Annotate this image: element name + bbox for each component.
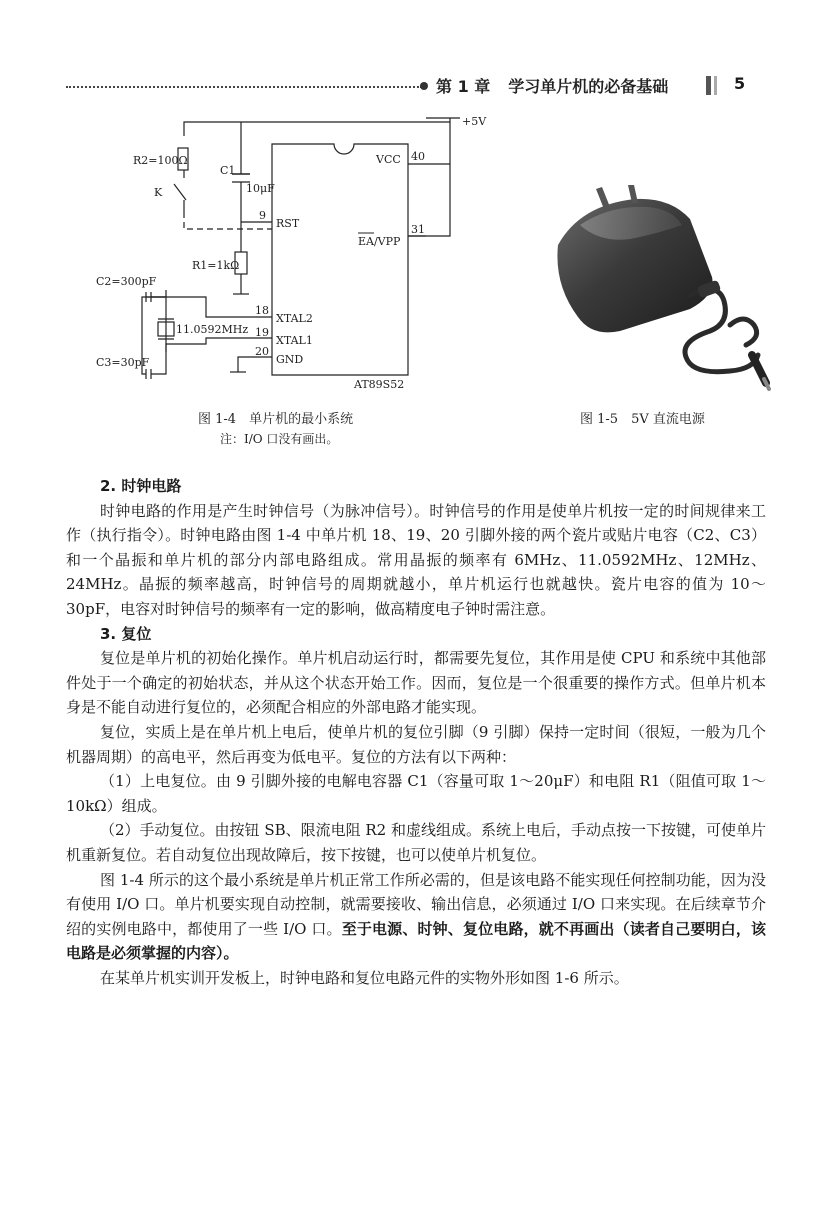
label-c1: C1 (220, 164, 236, 177)
figure-1-4-caption: 图 1-4 单片机的最小系统 (198, 412, 354, 427)
c3-plates (146, 369, 151, 379)
paragraph-clock: 时钟电路的作用是产生时钟信号（为脉冲信号）。时钟信号的作用是使单片机按一定的时间规律来工作（执行指令）。时钟电路由图 1-4 中单片机 18、19、20 引脚外接的两个瓷片或贴片电容（C2、C3）和一个晶振和单片机的部分内部电路组成。常用晶振的频率有 6MHz、11.0592MHz、12MHz、24MHz。晶振的频率越高，时钟信号的周期就越小，单片机运行也就越快。瓷片电容的值为 10～30pF，电容对时钟信号的频率有一定的影响，做高精度电子钟时需注意。 (66, 501, 766, 618)
paragraph-power-on-reset: （1）上电复位。由 9 引脚外接的电解电容器 C1（容量可取 1～20μF）和电阻 R1（阻值可取 1～10kΩ）组成。 (66, 772, 766, 815)
chapter-name: 学习单片机的必备基础 (508, 77, 669, 96)
circuit-diagram (96, 112, 487, 402)
paragraph-reset-principle: 复位，实质上是在单片机上电后，使单片机的复位引脚（9 引脚）保持一定时间（很短，一般为几个机器周期）的高电平，然后再变为低电平。复位的方法有以下两种： (66, 722, 766, 766)
label-pin-xtal2-num: 18 (255, 304, 269, 317)
gnd-wire (238, 357, 272, 372)
label-c3: C3=30pF (96, 356, 150, 369)
label-pin-gnd: GND (276, 353, 304, 366)
label-pin-rst-num: 9 (259, 209, 266, 222)
body-text (66, 474, 766, 990)
label-pin-gnd-num: 20 (255, 345, 269, 358)
paragraph-minimal-system-normal: 图 1-4 所示的这个最小系统是单片机正常工作所必需的，但是该电路不能实现任何控制功能，因为没有使用 I/O 口。单片机要实现自动控制，就需要接收、输出信息，必须通过 I/O 口来实现。在后续章节介绍的实例电路中，都使用了一些 I/O 口。 (66, 870, 766, 938)
chapter-title (436, 74, 668, 97)
figure-1-4-note: 注：I/O 口没有画出。 (220, 432, 339, 446)
figure-1-5-power-adapter (540, 185, 770, 390)
paragraph-minimal-system-bold: 至于电源、时钟、复位电路，就不再画出（读者自己要明白，该电路是必须掌握的内容）。 (66, 919, 766, 963)
label-pin-xtal2: XTAL2 (276, 312, 313, 325)
section-heading-clock: 2. 时钟电路 (100, 477, 182, 495)
running-header (66, 74, 766, 100)
label-pin-ea: EA/VPP (358, 235, 401, 248)
page-number: 5 (734, 74, 746, 93)
label-chip: AT89S52 (354, 378, 405, 391)
k-switch (174, 184, 186, 200)
chapter-number: 第 1 章 (436, 77, 491, 96)
section-heading-reset: 3. 复位 (100, 624, 152, 643)
label-pin-ea-num: 31 (411, 223, 425, 236)
label-c1-value: 10μF (246, 182, 275, 195)
supply-rail (408, 118, 460, 236)
label-pin-rst: RST (276, 217, 300, 230)
label-pin-xtal1-num: 19 (255, 326, 269, 339)
paragraph-minimal-system (66, 868, 766, 966)
circuit-labels (96, 115, 487, 391)
label-r2: R2=100Ω (133, 154, 188, 167)
figure-1-5-caption: 图 1-5 5V 直流电源 (580, 412, 705, 427)
paragraph-manual-reset: （2）手动复位。由按钮 SB、限流电阻 R2 和虚线组成。系统上电后，手动点按一下按键，可使单片机重新复位。若自动复位出现故障后，按下按键，也可以使单片机复位。 (66, 821, 766, 864)
label-k: K (154, 186, 163, 199)
xtal1-wire (151, 338, 272, 374)
header-bar-light (714, 76, 717, 95)
label-pin-vcc: VCC (376, 153, 401, 166)
header-bar (706, 76, 711, 95)
power-adapter-image (540, 185, 770, 390)
label-pin-vcc-num: 40 (411, 150, 425, 163)
paragraph-figure-reference: 在某单片机实训开发板上，时钟电路和复位电路元件的实物外形如图 1-6 所示。 (100, 968, 629, 987)
header-bullet (420, 82, 428, 90)
r2-top-wire (184, 122, 450, 136)
label-r1: R1=1kΩ (192, 259, 240, 272)
figure-1-4-circuit (96, 112, 487, 402)
xtal2-wire (151, 297, 272, 317)
label-crystal: 11.0592MHz (176, 323, 249, 336)
label-c2: C2=300pF (96, 275, 157, 288)
label-vcc-supply: +5V (462, 115, 487, 128)
label-pin-xtal1: XTAL1 (276, 334, 313, 347)
header-dotted-rule (66, 86, 422, 88)
paragraph-reset-intro: 复位是单片机的初始化操作。单片机启动运行时，都需要先复位，其作用是使 CPU 和系统中其他部件处于一个确定的初始状态，并从这个状态开始工作。因而，复位是一个很重要的操作方式。但单片机本身是不能自动进行复位的，必须配合相应的外部电路才能实现。 (66, 649, 766, 717)
